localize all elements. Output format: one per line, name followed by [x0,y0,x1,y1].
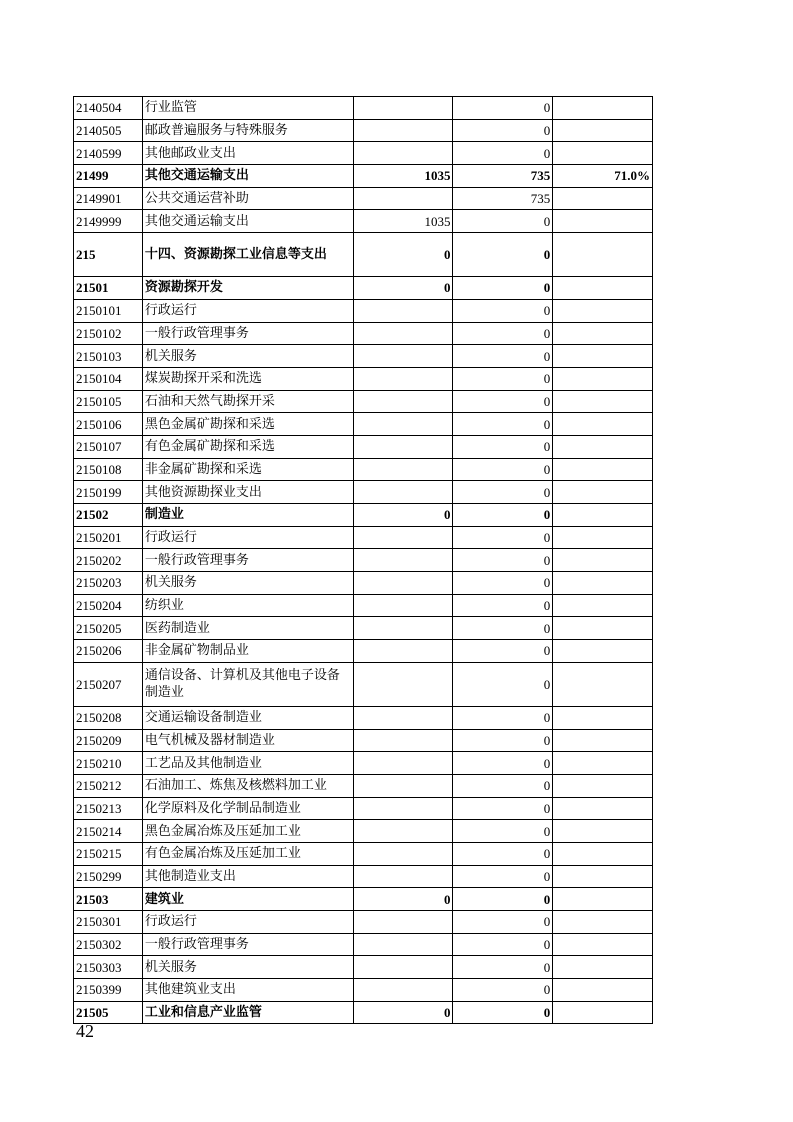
cell-ratio [553,572,653,595]
cell-budget [353,390,453,413]
cell-budget [353,911,453,934]
cell-actual: 0 [453,299,553,322]
cell-ratio [553,413,653,436]
cell-ratio [553,458,653,481]
cell-actual: 0 [453,797,553,820]
cell-ratio [553,119,653,142]
cell-actual: 0 [453,842,553,865]
cell-ratio [553,1001,653,1024]
cell-actual: 0 [453,481,553,504]
table-row [74,706,653,729]
cell-code: 2150299 [74,865,143,888]
cell-code: 21505 [74,1001,143,1024]
cell-ratio [553,956,653,979]
cell-ratio [553,888,653,911]
cell-name: 煤炭勘探开采和洗选 [142,367,353,390]
cell-code: 2150108 [74,458,143,481]
cell-code: 2150101 [74,299,143,322]
cell-name: 机关服务 [142,956,353,979]
table-row [74,549,653,572]
table-row [74,1001,653,1024]
cell-ratio [553,662,653,706]
cell-code: 2150301 [74,911,143,934]
cell-name: 其他制造业支出 [142,865,353,888]
cell-name: 行业监管 [142,97,353,120]
cell-code: 21499 [74,165,143,188]
table-row [74,820,653,843]
table-row [74,640,653,663]
cell-name: 黑色金属冶炼及压延加工业 [142,820,353,843]
cell-budget [353,481,453,504]
cell-ratio [553,842,653,865]
table-row [74,933,653,956]
cell-name: 其他邮政业支出 [142,142,353,165]
cell-budget: 0 [353,277,453,300]
cell-ratio [553,504,653,527]
cell-ratio [553,774,653,797]
cell-name: 一般行政管理事务 [142,933,353,956]
cell-budget [353,119,453,142]
cell-actual: 0 [453,210,553,233]
table-row [74,729,653,752]
cell-actual: 0 [453,549,553,572]
cell-ratio [553,933,653,956]
cell-code: 2150215 [74,842,143,865]
table-row [74,979,653,1002]
cell-budget: 1035 [353,165,453,188]
cell-actual: 0 [453,706,553,729]
cell-code: 2150106 [74,413,143,436]
cell-ratio [553,345,653,368]
cell-budget [353,729,453,752]
cell-ratio [553,617,653,640]
cell-actual: 0 [453,662,553,706]
cell-name: 资源勘探开发 [142,277,353,300]
table-row [74,210,653,233]
table-row [74,345,653,368]
cell-budget [353,526,453,549]
cell-name: 其他建筑业支出 [142,979,353,1002]
cell-name: 制造业 [142,504,353,527]
table-row [74,842,653,865]
cell-code: 2150208 [74,706,143,729]
cell-code: 2150104 [74,367,143,390]
cell-code: 2140505 [74,119,143,142]
cell-code: 2150103 [74,345,143,368]
cell-budget [353,413,453,436]
table-row [74,119,653,142]
cell-budget [353,956,453,979]
cell-actual: 0 [453,97,553,120]
cell-name: 行政运行 [142,911,353,934]
cell-code: 2150206 [74,640,143,663]
cell-ratio [553,979,653,1002]
cell-actual: 0 [453,752,553,775]
cell-code: 2150203 [74,572,143,595]
cell-name: 其他交通运输支出 [142,165,353,188]
cell-actual: 0 [453,1001,553,1024]
cell-budget [353,933,453,956]
cell-code: 2150303 [74,956,143,979]
cell-name: 机关服务 [142,345,353,368]
cell-actual: 0 [453,390,553,413]
table-row [74,435,653,458]
cell-ratio [553,820,653,843]
table-row [74,322,653,345]
cell-actual: 0 [453,458,553,481]
cell-name: 邮政普遍服务与特殊服务 [142,119,353,142]
cell-name: 工业和信息产业监管 [142,1001,353,1024]
cell-name: 其他交通运输支出 [142,210,353,233]
cell-ratio [553,367,653,390]
table-row [74,299,653,322]
table-row [74,233,653,277]
cell-actual: 0 [453,617,553,640]
cell-ratio [553,797,653,820]
cell-code: 2150107 [74,435,143,458]
cell-ratio [553,390,653,413]
cell-ratio [553,233,653,277]
cell-ratio [553,640,653,663]
cell-name: 一般行政管理事务 [142,549,353,572]
cell-code: 2150302 [74,933,143,956]
cell-budget [353,706,453,729]
cell-code: 21502 [74,504,143,527]
cell-name: 行政运行 [142,299,353,322]
cell-code: 2150102 [74,322,143,345]
cell-actual: 0 [453,911,553,934]
cell-actual: 0 [453,572,553,595]
cell-budget: 0 [353,1001,453,1024]
cell-code: 2150210 [74,752,143,775]
cell-ratio [553,911,653,934]
cell-budget [353,458,453,481]
cell-code: 21503 [74,888,143,911]
cell-name: 石油和天然气勘探开采 [142,390,353,413]
table-row [74,888,653,911]
cell-actual: 0 [453,413,553,436]
cell-name: 公共交通运营补助 [142,187,353,210]
cell-ratio [553,526,653,549]
cell-budget [353,752,453,775]
cell-ratio [553,322,653,345]
cell-name: 电气机械及器材制造业 [142,729,353,752]
table-row [74,165,653,188]
cell-actual: 0 [453,142,553,165]
cell-ratio [553,435,653,458]
cell-ratio [553,97,653,120]
cell-actual: 0 [453,435,553,458]
cell-actual: 0 [453,119,553,142]
cell-actual: 0 [453,504,553,527]
cell-actual: 0 [453,594,553,617]
cell-actual: 0 [453,956,553,979]
cell-code: 2150207 [74,662,143,706]
table-row [74,956,653,979]
cell-name: 交通运输设备制造业 [142,706,353,729]
table-row [74,97,653,120]
cell-budget [353,97,453,120]
table-row [74,572,653,595]
cell-ratio [553,594,653,617]
cell-code: 2140504 [74,97,143,120]
cell-budget [353,617,453,640]
cell-ratio [553,142,653,165]
cell-name: 医药制造业 [142,617,353,640]
cell-actual: 0 [453,979,553,1002]
cell-name: 黑色金属矿勘探和采选 [142,413,353,436]
table-row [74,367,653,390]
cell-actual: 0 [453,277,553,300]
cell-ratio [553,299,653,322]
cell-budget: 1035 [353,210,453,233]
cell-code: 2150399 [74,979,143,1002]
cell-code: 2150213 [74,797,143,820]
cell-ratio [553,549,653,572]
cell-code: 215 [74,233,143,277]
cell-budget: 0 [353,888,453,911]
cell-ratio [553,210,653,233]
page-number: 42 [76,1021,94,1041]
cell-budget [353,662,453,706]
budget-table [73,96,653,1024]
cell-actual: 0 [453,774,553,797]
cell-budget [353,142,453,165]
cell-name: 其他资源勘探业支出 [142,481,353,504]
table-row [74,662,653,706]
table-row [74,797,653,820]
cell-actual: 0 [453,345,553,368]
cell-code: 2150214 [74,820,143,843]
cell-budget: 0 [353,233,453,277]
table-row [74,481,653,504]
cell-code: 21501 [74,277,143,300]
table-row [74,752,653,775]
cell-budget [353,345,453,368]
cell-budget [353,367,453,390]
cell-ratio [553,481,653,504]
table-row [74,617,653,640]
cell-code: 2149999 [74,210,143,233]
cell-code: 2140599 [74,142,143,165]
cell-name: 行政运行 [142,526,353,549]
table-row [74,774,653,797]
cell-budget [353,979,453,1002]
table-row [74,413,653,436]
cell-actual: 0 [453,322,553,345]
cell-actual: 0 [453,888,553,911]
cell-code: 2150205 [74,617,143,640]
cell-ratio [553,277,653,300]
cell-budget [353,842,453,865]
cell-code: 2150201 [74,526,143,549]
cell-name: 非金属矿勘探和采选 [142,458,353,481]
cell-code: 2150199 [74,481,143,504]
cell-budget [353,640,453,663]
cell-actual: 0 [453,233,553,277]
cell-budget [353,187,453,210]
cell-ratio [553,865,653,888]
cell-budget [353,820,453,843]
cell-code: 2150212 [74,774,143,797]
cell-budget [353,435,453,458]
cell-code: 2150204 [74,594,143,617]
table-row [74,187,653,210]
cell-budget [353,299,453,322]
cell-budget [353,774,453,797]
cell-ratio [553,706,653,729]
table-row [74,390,653,413]
cell-actual: 0 [453,526,553,549]
cell-code: 2149901 [74,187,143,210]
cell-actual: 735 [453,187,553,210]
table-row [74,526,653,549]
cell-budget [353,865,453,888]
cell-name: 石油加工、炼焦及核燃料加工业 [142,774,353,797]
cell-budget [353,797,453,820]
cell-code: 2150202 [74,549,143,572]
cell-name: 机关服务 [142,572,353,595]
cell-actual: 0 [453,865,553,888]
cell-ratio: 71.0% [553,165,653,188]
cell-actual: 735 [453,165,553,188]
cell-actual: 0 [453,367,553,390]
cell-budget [353,322,453,345]
cell-name: 有色金属矿勘探和采选 [142,435,353,458]
table-row [74,911,653,934]
cell-budget [353,549,453,572]
cell-name: 纺织业 [142,594,353,617]
cell-name: 一般行政管理事务 [142,322,353,345]
cell-name: 有色金属冶炼及压延加工业 [142,842,353,865]
cell-name: 化学原料及化学制品制造业 [142,797,353,820]
cell-code: 2150105 [74,390,143,413]
cell-actual: 0 [453,820,553,843]
cell-name: 工艺品及其他制造业 [142,752,353,775]
table-row [74,504,653,527]
table-row [74,865,653,888]
cell-ratio [553,752,653,775]
table-row [74,277,653,300]
table-row [74,458,653,481]
cell-budget [353,594,453,617]
cell-actual: 0 [453,729,553,752]
cell-actual: 0 [453,933,553,956]
table-row [74,142,653,165]
cell-name: 非金属矿物制品业 [142,640,353,663]
cell-budget [353,572,453,595]
cell-name: 通信设备、计算机及其他电子设备制造业 [142,662,353,706]
table-body [74,97,653,1024]
cell-name: 建筑业 [142,888,353,911]
cell-ratio [553,187,653,210]
cell-actual: 0 [453,640,553,663]
cell-name: 十四、资源勘探工业信息等支出 [142,233,353,277]
cell-budget: 0 [353,504,453,527]
table-row [74,594,653,617]
cell-ratio [553,729,653,752]
cell-code: 2150209 [74,729,143,752]
